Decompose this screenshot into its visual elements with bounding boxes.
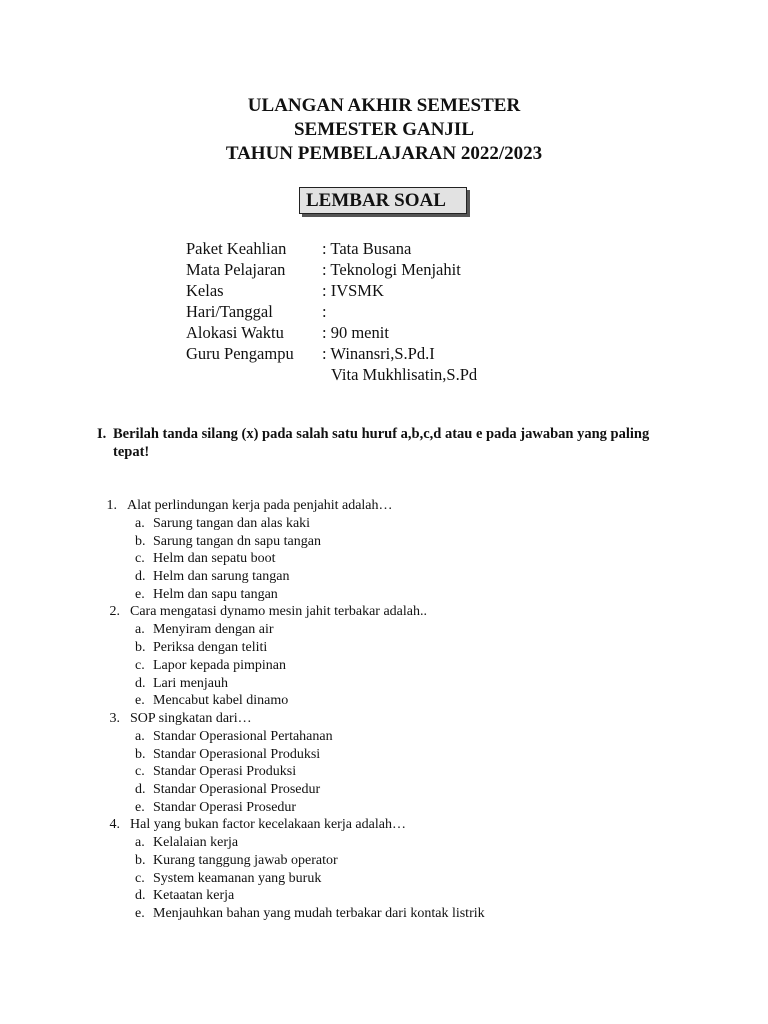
option-text: Standar Operasi Prosedur [153, 799, 297, 815]
option-text: Sarung tangan dan alas kaki [153, 516, 311, 531]
option [0, 870, 768, 888]
option [0, 781, 768, 799]
info-value: : IVSMK [322, 281, 384, 300]
option-letter: b. [135, 533, 146, 549]
option-text: Menyiram dengan air [153, 622, 274, 638]
option [0, 763, 768, 781]
question-text: Alat perlindungan kerja pada penjahit adalah… [127, 498, 393, 513]
option-letter: d. [135, 888, 146, 904]
academic-year-title: TAHUN PEMBELAJARAN 2022/2023 [225, 143, 543, 164]
option-letter: e. [135, 586, 145, 602]
question-text: SOP singkatan dari… [130, 710, 252, 726]
option [0, 887, 768, 905]
option-letter: b. [135, 853, 146, 868]
info-value: : [322, 302, 327, 321]
option [0, 852, 768, 870]
option-text: Kurang tanggung jawab operator [153, 853, 338, 868]
question-text: Cara mengatasi dynamo mesin jahit terbakar adalah.. [130, 604, 428, 620]
option-text: Standar Operasional Produksi [153, 746, 321, 762]
info-row-guru [186, 343, 477, 364]
option [0, 746, 768, 764]
info-row-guru-2: Vita Mukhlisatin,S.Pd [331, 365, 478, 384]
option-letter: c. [135, 764, 145, 780]
option-letter: e. [135, 906, 145, 922]
question-list [0, 497, 768, 923]
question-number: 4. [109, 817, 120, 833]
option-letter: c. [135, 551, 145, 567]
option [0, 675, 768, 693]
instruction-text: Berilah tanda silang (x) pada salah satu huruf a,b,c,d atau e pada jawaban yang paling [113, 426, 650, 442]
question-number: 2. [109, 604, 120, 620]
info-key: Kelas [186, 281, 224, 300]
option-letter: a. [135, 622, 145, 638]
option-letter: d. [135, 569, 146, 585]
exam-title: ULANGAN AKHIR SEMESTER [247, 95, 521, 116]
option-text: Helm dan sarung tangan [153, 569, 290, 585]
option [0, 533, 768, 551]
option-letter: c. [135, 870, 145, 886]
info-value: : Tata Busana [322, 239, 412, 258]
option-text: Mencabut kabel dinamo [153, 693, 289, 709]
option [0, 657, 768, 675]
info-value: : Winansri,S.Pd.I [322, 344, 435, 363]
semester-title: SEMESTER GANJIL [293, 119, 475, 140]
info-row-tanggal [186, 301, 477, 322]
option-text: Periksa dengan teliti [153, 640, 268, 656]
option-text: System keamanan yang buruk [153, 870, 322, 886]
info-key: Guru Pengampu [186, 344, 294, 363]
option-text: Sarung tangan dn sapu tangan [153, 533, 321, 549]
option-letter: c. [135, 657, 145, 673]
option-text: Helm dan sapu tangan [153, 586, 278, 602]
option [0, 799, 768, 817]
question-4 [0, 816, 768, 834]
option [0, 692, 768, 710]
instruction [97, 425, 687, 461]
option [0, 568, 768, 586]
option [0, 621, 768, 639]
question-number: 3. [109, 710, 120, 726]
info-value: : Teknologi Menjahit [322, 260, 461, 279]
exam-info-block [186, 238, 477, 385]
question-text: Hal yang bukan factor kecelakaan kerja adalah… [130, 817, 406, 833]
option-text: Standar Operasional Prosedur [153, 781, 321, 797]
option-letter: b. [135, 746, 146, 762]
option [0, 550, 768, 568]
info-row-paket [186, 238, 477, 259]
option-letter: a. [135, 728, 145, 744]
option-letter: a. [135, 835, 145, 851]
option [0, 586, 768, 604]
option-letter: e. [135, 799, 145, 815]
option [0, 905, 768, 923]
option-text: Kelalaian kerja [153, 835, 239, 851]
option [0, 728, 768, 746]
question-2 [0, 603, 768, 621]
option [0, 834, 768, 852]
option-text: Menjauhkan bahan yang mudah terbakar dari kontak listrik [153, 906, 485, 922]
instruction-text-cont: tepat! [113, 444, 150, 460]
info-key: Alokasi Waktu [186, 323, 284, 342]
option [0, 639, 768, 657]
question-1 [0, 497, 768, 515]
option-letter: e. [135, 693, 145, 709]
question-number: 1. [106, 498, 117, 513]
option [0, 515, 768, 533]
option-letter: d. [135, 675, 146, 691]
option-letter: b. [135, 640, 146, 656]
info-key: Paket Keahlian [186, 239, 287, 258]
option-text: Lapor kepada pimpinan [153, 657, 286, 673]
info-value: : 90 menit [322, 323, 389, 342]
option-text: Lari menjauh [153, 675, 229, 691]
option-text: Standar Operasional Pertahanan [153, 728, 333, 744]
info-key: Hari/Tanggal [186, 302, 273, 321]
lembar-soal-box: LEMBAR SOAL [299, 187, 467, 214]
option-text: Ketaatan kerja [153, 888, 235, 904]
instruction-number: I. [97, 426, 107, 442]
option-text: Standar Operasi Produksi [153, 764, 297, 780]
info-row-mapel [186, 259, 477, 280]
option-letter: a. [135, 516, 145, 531]
info-row-waktu [186, 322, 477, 343]
info-key: Mata Pelajaran [186, 260, 286, 279]
info-row-kelas [186, 280, 477, 301]
option-letter: d. [135, 781, 146, 797]
question-3 [0, 710, 768, 728]
option-text: Helm dan sepatu boot [153, 551, 276, 567]
